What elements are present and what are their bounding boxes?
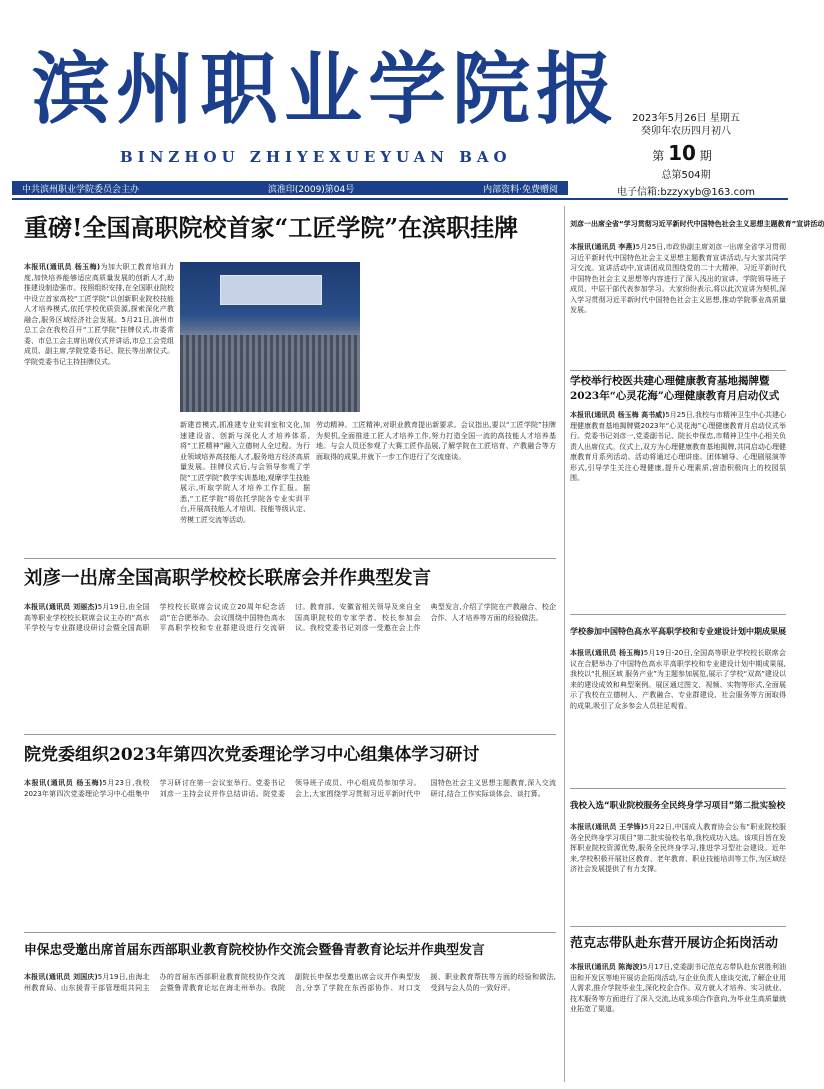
r2-headline: 学校举行校医共建心理健康教育基地揭牌暨2023年“心灵花海”心理健康教育月启动仪式	[570, 375, 780, 402]
article4-byline: 本报讯(通讯员 刘国庆)	[24, 973, 98, 981]
lead-text: 为加大职工教育培训力度,加快培养能够适应高质量发展的创新人才,助推建设制造强市。按照组织安排,在全国职业院校中设立首家高校“工匠学院”以创新职业院校技能人才培养模式,依托学校优质资源,探索深化产教融合,服务区域经济社会发展。5月21日,滨州市总工会在我校召开“工匠学院”挂牌仪式,市委常委、市总工会主席出席仪式并讲话,市总工会党组成员、副主席,学院党委书记、院长等出席仪式。学院党委书记主持挂牌仪式。	[24, 263, 174, 366]
article3-byline: 本报讯(通讯员 杨玉梅)	[24, 779, 103, 787]
article2-body	[24, 602, 556, 730]
issue-value: 10	[668, 141, 696, 165]
r5-body	[570, 962, 786, 1082]
lead-headline: 重磅!全国高职院校首家“工匠学院”在滨职挂牌	[24, 213, 519, 242]
lead-article-col3	[316, 420, 556, 552]
divider	[570, 614, 786, 615]
r4-headline: 我校入选“职业院校服务全民终身学习项目”第二批实验校	[570, 801, 786, 811]
article4-body	[24, 972, 556, 1082]
r5-byline: 本报讯(通讯员 陈海波)	[570, 963, 643, 971]
r3-text: 5月19日-20日,全国高等职业学校校长联席会议在合肥举办了中国特色高水平高职学校和专业建设计划中期成果展,我校以“扎根区域 服务产业”为主题参加展览,展示了学校“双高”建设以来的建设成效和典型案例。展区通过图文、视频、实物等形式,全面展示了我校在立德树人、产教融合、专业群建设、社会服务等方面取得的成果,吸引了众多参会人员驻足观看。	[570, 649, 786, 710]
r4-text: 5月22日,中国成人教育协会公布“职业院校服务全民终身学习项目”第二批实验校名单,我校成功入选。该项目旨在发挥职业院校资源优势,服务全民终身学习,推进学习型社会建设。近年来,学校积极开展社区教育、老年教育、职业技能培训等工作,为区域经济社会发展提供了有力支撑。	[570, 823, 786, 873]
photo-stage-screen	[220, 275, 322, 305]
registration-number: 滨准印(2009)第04号	[267, 184, 355, 195]
divider	[570, 370, 786, 371]
lead-article-col2	[180, 420, 310, 552]
divider	[24, 734, 556, 735]
issue-prefix: 第	[652, 149, 665, 163]
article2-text: 5月19日,由全国高等职业学校校长联席会议主办的“高水平学校与专业群建设研讨会暨全国高职学校校长联席会议成立20周年纪念活动”在合肥举办。会议围绕中国特色高水平高职学校和专业群建设进行交流研讨。教育部、安徽省相关领导及来自全国高职院校的专家学者、校长参加会议。我校党委书记刘彦一受邀在会上作典型发言,介绍了学院在产教融合、校企合作、人才培养等方面的经验做法。	[24, 603, 556, 632]
r1-headline: 刘彦一出席全省“学习贯彻习近平新时代中国特色社会主义思想主题教育”宣讲活动	[570, 220, 824, 228]
article3-body	[24, 778, 556, 928]
photo-audience	[180, 335, 360, 412]
issue-total: 总第504期	[661, 170, 711, 181]
masthead-rule	[12, 198, 788, 200]
r1-text: 5月25日,市政协副主席刘彦一出席全省学习贯彻习近平新时代中国特色社会主义思想主题教育宣讲活动,与大家共同学习交流。宣讲活动中,宣讲团成员围绕党的二十大精神、习近平新时代中国特色社会主义思想等内容进行了深入浅出的宣讲。学院领导班子成员、中层干部代表参加学习。大家纷纷表示,将以此次宣讲为契机,深入学习贯彻习近平新时代中国特色社会主义思想,推动学院事业高质量发展。	[570, 243, 786, 314]
divider	[24, 932, 556, 933]
divider	[570, 926, 786, 927]
r3-byline: 本报讯(通讯员 杨玉梅)	[570, 649, 644, 657]
r4-body	[570, 822, 786, 922]
r5-text: 5月17日,党委副书记范克志带队赴东营胜利油田和开发区等地开展访企拓岗活动,与企业负责人座谈交流,了解企业用人需求,推介学院毕业生,深化校企合作。双方就人才培养、实习就业、技术服务等方面进行了深入交流,达成多项合作意向,为毕业生高质量就业拓宽了渠道。	[570, 963, 786, 1013]
email: 电子信箱:bzzyxyb@163.com	[617, 187, 755, 198]
r1-body	[570, 242, 786, 366]
newspaper-title: 滨州职业学院报	[32, 44, 621, 135]
r2-text: 5月25日,我校与市精神卫生中心共建心理健康教育基地揭牌暨2023年“心灵花海”心理健康教育月启动仪式举行。党委书记刘彦一,党委副书记、院长申保忠,市精神卫生中心相关负责人出席仪式。仪式上,双方为心理健康教育基地揭牌,共同启动心理健康教育月系列活动。活动将通过心理讲座、团体辅导、心理剧展演等形式,引导学生关注心理健康,提升心理素质,营造积极向上的校园氛围。	[570, 411, 786, 482]
distribution-note: 内部资料·免费赠阅	[483, 184, 558, 195]
masthead-bar	[12, 181, 568, 195]
date-line: 2023年5月26日 星期五	[632, 113, 740, 124]
issue-suffix: 期	[699, 149, 712, 163]
r3-body	[570, 648, 786, 784]
divider	[24, 558, 556, 559]
issue-number	[602, 141, 762, 165]
r2-body	[570, 410, 786, 610]
lunar-date-line: 癸卯年农历四月初八	[641, 126, 731, 137]
date-block	[586, 112, 786, 138]
lead-text-end: 劳动精神、工匠精神,对职业教育提出新要求。会议指出,要以“工匠学院”挂牌为契机,全面推进工匠人才培养工作,努力打造全国一流的高技能人才培养基地。与会人员还参观了大赛工匠作品展,了解学院在工匠培育、产教融合等方面取得的成果,并就下一步工作进行了交流座谈。	[316, 421, 556, 461]
publisher: 中共滨州职业学院委员会主办	[22, 184, 140, 195]
article2-byline: 本报讯(通讯员 刘丽杰)	[24, 603, 98, 611]
lead-byline: 本报讯(通讯员 杨玉梅)	[24, 263, 101, 271]
r5-headline: 范克志带队赴东营开展访企拓岗活动	[570, 936, 779, 951]
lead-article-col1	[24, 262, 174, 552]
article4-text: 5月19日,由海北州教育局、山东援青干部管理组共同主办的首届东西部职业教育院校协作交流会暨鲁青教育论坛在海北州举办。我院副院长申保忠受邀出席会议并作典型发言,分享了学院在东西部协作、对口支援、职业教育帮扶等方面的经验和做法,受到与会人员的一致好评。	[24, 973, 556, 992]
divider	[570, 788, 786, 789]
article4-headline: 申保忠受邀出席首届东西部职业教育院校协作交流会暨鲁青教育论坛并作典型发言	[24, 943, 485, 958]
r3-headline: 学校参加中国特色高水平高职学校和专业建设计划中期成果展	[570, 627, 786, 636]
article3-text: 5月23日,我校2023年第四次党委理论学习中心组集中学习研讨在第一会议室举行。党委书记刘彦一主持会议并作总结讲话。院党委领导班子成员、中心组成员参加学习。会上,大家围绕学习贯彻习近平新时代中国特色社会主义思想主题教育,深入交流研讨,结合工作实际谈体会、谈打算。	[24, 779, 556, 798]
newspaper-pinyin: BINZHOU ZHIYEXUEYUAN BAO	[120, 148, 512, 166]
r2-byline: 本报讯(通讯员 杨玉梅 高书威)	[570, 411, 666, 419]
article2-headline: 刘彦一出席全国高职学校校长联席会并作典型发言	[24, 568, 432, 589]
r4-byline: 本报讯(通讯员 王学锋)	[570, 823, 644, 831]
column-divider	[564, 206, 565, 1082]
lead-text-continued: 新建首模式,抓准建专业实训室和文化,加速建设省、创新与深化人才培养体系,将“工匠精神”融入立德树人全过程。为行业领域培养高技能人才,服务地方经济高质量发展。挂牌仪式后,与会领导参观了学院“工匠学院”教学实训基地,观摩学生技能展示,听取学院人才培养工作汇报。据悉,“工匠学院”将依托学院各专业实训平台,开展高技能人才培训、技能等级认定、劳模工匠交流等活动。	[180, 421, 310, 524]
r1-byline: 本报讯(通讯员 李燕)	[570, 243, 636, 251]
article3-headline: 院党委组织2023年第四次党委理论学习中心组集体学习研讨	[24, 745, 480, 765]
